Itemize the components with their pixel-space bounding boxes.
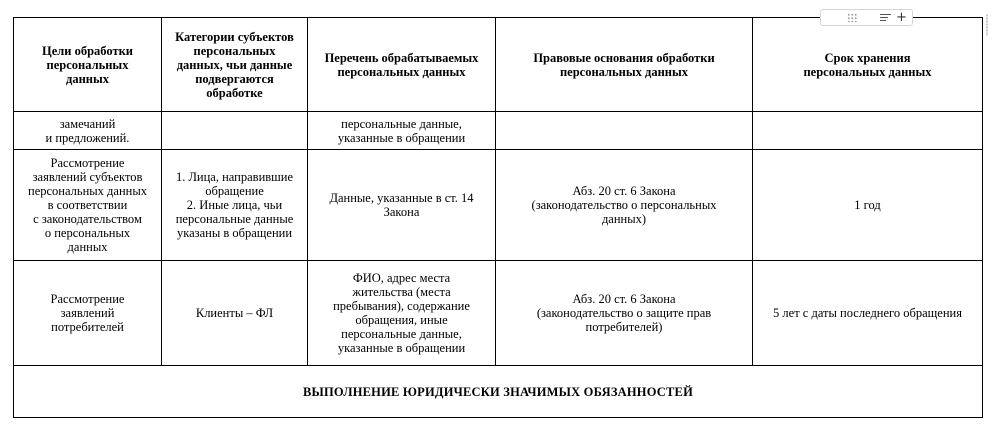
header-subject-categories: Категории субъектов персональных данных, чьи данные подвергаются обработке [162,18,308,112]
cell-purpose: Рассмотрение заявлений потребителей [14,261,162,366]
cell-data-list: ФИО, адрес места жительства (места пребывания), содержание обращения, иные персональные данные, указанные в обращении [308,261,496,366]
table-row [14,150,983,261]
section-row [14,366,983,418]
cell-legal-basis: Абз. 20 ст. 6 Закона (законодательство о защите прав потребителей) [496,261,753,366]
cell-subject-categories [162,112,308,150]
table-toolbar [820,9,913,26]
cell-legal-basis [496,112,753,150]
section-title: ВЫПОЛНЕНИЕ ЮРИДИЧЕСКИ ЗНАЧИМЫХ ОБЯЗАННОСТЕЙ [14,366,983,418]
header-data-list: Перечень обрабатываемых персональных данных [308,18,496,112]
align-menu-icon[interactable] [880,12,891,23]
cell-data-list: персональные данные, указанные в обращении [308,112,496,150]
cell-retention [753,112,983,150]
header-purpose: Цели обработки персональных данных [14,18,162,112]
cell-legal-basis: Абз. 20 ст. 6 Закона (законодательство о персональных данных) [496,150,753,261]
plus-icon[interactable]: + [896,10,907,25]
cell-retention: 5 лет с даты последнего обращения [753,261,983,366]
table-row [14,261,983,366]
cell-subject-categories: 1. Лица, направившие обращение 2. Иные лица, чьи персональные данные указаны в обращении [162,150,308,261]
cell-retention: 1 год [753,150,983,261]
cell-purpose: Рассмотрение заявлений субъектов персональных данных в соответствии с законодательством о персональных данных [14,150,162,261]
cell-data-list: Данные, указанные в ст. 14 Закона [308,150,496,261]
data-processing-table [13,17,983,418]
cell-subject-categories: Клиенты – ФЛ [162,261,308,366]
drag-handle-icon[interactable] [847,13,857,22]
header-legal-basis: Правовые основания обработки персональных данных [496,18,753,112]
cell-purpose: замечаний и предложений. [14,112,162,150]
header-row [14,18,983,112]
table-row [14,112,983,150]
scroll-handle[interactable] [986,14,988,36]
header-retention: Срок хранения персональных данных [753,18,983,112]
